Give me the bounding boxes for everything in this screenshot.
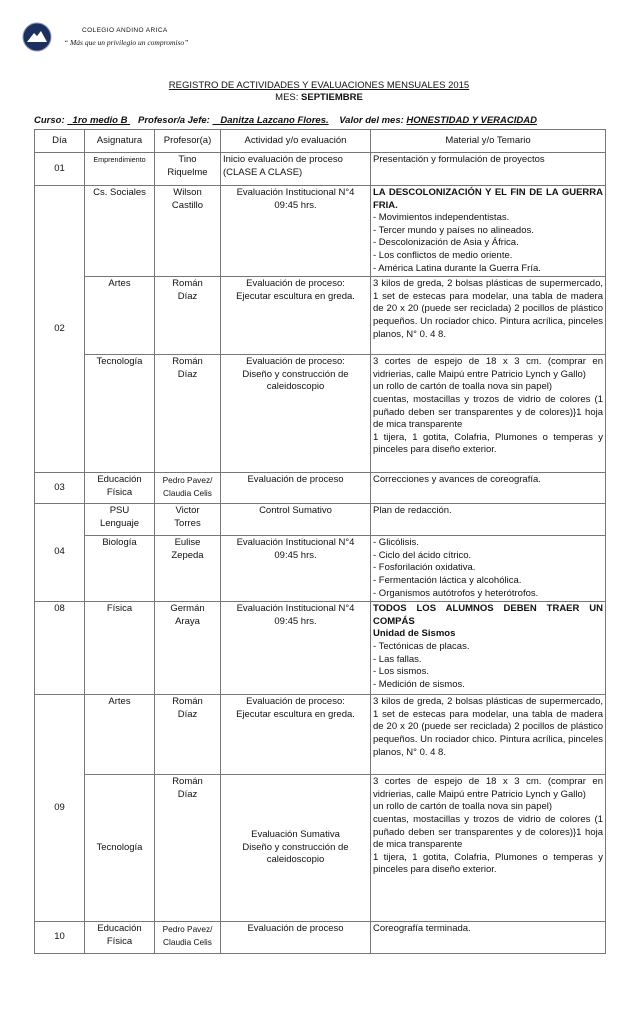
subject-cell: Emprendimiento [85, 153, 155, 186]
teacher-cell: Román Díaz [155, 775, 221, 922]
col-header-asignatura: Asignatura [85, 130, 155, 153]
day-cell: 09 [35, 695, 85, 922]
curso-value: 1ro medio B [72, 115, 128, 126]
teacher-cell: Tino Riquelme [155, 153, 221, 186]
table-row [35, 695, 606, 775]
material-cell: Presentación y formulación de proyectos [371, 153, 606, 186]
subject-cell: Educación Física [85, 473, 155, 504]
activity-cell: Evaluación de proceso [221, 922, 371, 954]
activity-cell: Evaluación Institucional N°4 09:45 hrs. [221, 602, 371, 695]
subject-cell: Artes [85, 277, 155, 355]
material-cell: Correcciones y avances de coreografía. [371, 473, 606, 504]
school-motto: “ Más que un privilegio un compromiso” [64, 38, 189, 47]
material-cell: 3 kilos de greda, 2 bolsas plásticas de supermercado, 1 set de estecas para modelar, una tabla de madera de 20 x 20 (puede ser reciclada) 2 pocillos de plástico pequeños. Un rociador chico. Pintura acrílica, pinceles planos, N° 0. 4 8. [371, 277, 606, 355]
curso-label: Curso: [34, 115, 65, 126]
teacher-cell: Román Díaz [155, 695, 221, 775]
table-row [35, 355, 606, 473]
material-title: LA DESCOLONIZACIÓN Y EL FIN DE LA GUERRA FRIA. [373, 187, 603, 211]
jefe-label: Profesor/a Jefe: [138, 115, 210, 126]
table-row [35, 277, 606, 355]
activity-cell: Evaluación de proceso: Ejecutar escultura en greda. [221, 277, 371, 355]
activity-cell: Evaluación de proceso [221, 473, 371, 504]
col-header-actividad: Actividad y/o evaluación [221, 130, 371, 153]
activity-cell: Inicio evaluación de proceso (CLASE A CLASE) [221, 153, 371, 186]
jefe-value: Danitza Lazcano Flores. [220, 115, 329, 126]
table-row [35, 775, 606, 922]
table-row [35, 153, 606, 186]
month-label: MES: [275, 92, 299, 103]
day-cell: 08 [35, 602, 85, 695]
table-row [35, 504, 606, 536]
teacher-cell: Román Díaz [155, 355, 221, 473]
activity-cell: Evaluación Sumativa Diseño y construcción de caleidoscopio [221, 775, 371, 922]
material-title: TODOS LOS ALUMNOS DEBEN TRAER UN COMPÁS [373, 603, 603, 627]
valor-label: Valor del mes: [339, 115, 404, 126]
day-cell: 04 [35, 504, 85, 602]
material-cell: Plan de redacción. [371, 504, 606, 536]
valor-value: HONESTIDAD Y VERACIDAD [406, 115, 537, 126]
material-cell [371, 186, 606, 277]
day-cell: 02 [35, 186, 85, 473]
table-row [35, 536, 606, 602]
teacher-cell: Eulise Zepeda [155, 536, 221, 602]
teacher-cell: Germán Araya [155, 602, 221, 695]
day-cell: 10 [35, 922, 85, 954]
subject-cell: Educación Física [85, 922, 155, 954]
activity-cell: Evaluación Institucional N°4 09:45 hrs. [221, 536, 371, 602]
activities-table [34, 129, 606, 954]
day-cell: 01 [35, 153, 85, 186]
material-cell: 3 cortes de espejo de 18 x 3 cm. (comprar en vidrierias, calle Maipú entre Patricio Lynch y Gallo) un rollo de cartón de toalla nova sin papel) cuentas, mostacillas y trozos de vidrio de colores (1 puñado deben ser transparentes y de colores)}1 hoja de mica transparente 1 tijera, 1 gotita, Colafria, Plumones o temperas y pinceles para diseño exterior. [371, 355, 606, 473]
table-row [35, 922, 606, 954]
subject-cell: PSU Lenguaje [85, 504, 155, 536]
subject-cell: Tecnología [85, 775, 155, 922]
school-logo-icon [22, 22, 52, 52]
subject-cell: Biología [85, 536, 155, 602]
activity-cell: Control Sumativo [221, 504, 371, 536]
teacher-cell: Pedro Pavez/ Claudia Celis [155, 473, 221, 504]
table-row [35, 186, 606, 277]
teacher-cell: Victor Torres [155, 504, 221, 536]
subject-cell: Cs. Sociales [85, 186, 155, 277]
subject-cell: Tecnología [85, 355, 155, 473]
activity-cell: Evaluación Institucional N°4 09:45 hrs. [221, 186, 371, 277]
subject-cell: Artes [85, 695, 155, 775]
col-header-material: Material y/o Temario [371, 130, 606, 153]
table-header-row [35, 130, 606, 153]
col-header-dia: Día [35, 130, 85, 153]
month-line [0, 92, 638, 103]
activity-cell: Evaluación de proceso: Diseño y construcción de caleidoscopio [221, 355, 371, 473]
material-list: - Tectónicas de placas. - Las fallas. - Los sismos. - Medición de sismos. [373, 640, 470, 690]
month-value: SEPTIEMBRE [301, 92, 363, 103]
material-list: - Movimientos independentistas. - Tercer mundo y países no alineados. - Descolonización de Asia y África. - Los conflictos de medio oriente. - América Latina durante la Guerra Fría. [373, 212, 541, 274]
course-meta-line [34, 115, 537, 126]
activity-cell: Evaluación de proceso: Ejecutar escultura en greda. [221, 695, 371, 775]
teacher-cell: Wilson Castillo [155, 186, 221, 277]
day-cell: 03 [35, 473, 85, 504]
table-row [35, 602, 606, 695]
subject-cell: Física [85, 602, 155, 695]
col-header-profesor: Profesor(a) [155, 130, 221, 153]
material-cell: 3 kilos de greda, 2 bolsas plásticas de supermercado, 1 set de estecas para modelar, una tabla de madera de 20 x 20 (puede ser reciclada) 2 pocillos de plástico pequeños. Un rociador chico. Pintura acrílica, pinceles planos, N° 0. 4 8. [371, 695, 606, 775]
material-cell [371, 602, 606, 695]
material-cell: Coreografía terminada. [371, 922, 606, 954]
teacher-cell: Pedro Pavez/ Claudia Celis [155, 922, 221, 954]
material-subtitle: Unidad de Sismos [373, 628, 456, 640]
material-cell: 3 cortes de espejo de 18 x 3 cm. (comprar en vidrierias, calle Maipú entre Patricio Lynch y Gallo) un rollo de cartón de toalla nova sin papel) cuentas, mostacillas y trozos de vidrio de colores (1 puñado deben ser transparentes y de colores)}1 hoja de mica transparente 1 tijera, 1 gotita, Colafria, Plumones o temperas y pinceles para diseño exterior. [371, 775, 606, 922]
school-name: COLEGIO ANDINO ARICA [82, 27, 168, 34]
document-title: REGISTRO DE ACTIVIDADES Y EVALUACIONES MENSUALES 2015 [168, 80, 470, 91]
teacher-cell: Román Díaz [155, 277, 221, 355]
material-cell: - Glicólisis. - Ciclo del ácido cítrico. - Fosforilación oxidativa. - Fermentación láctica y alcohólica. - Organismos autótrofos y heterótrofos. [371, 536, 606, 602]
table-row [35, 473, 606, 504]
